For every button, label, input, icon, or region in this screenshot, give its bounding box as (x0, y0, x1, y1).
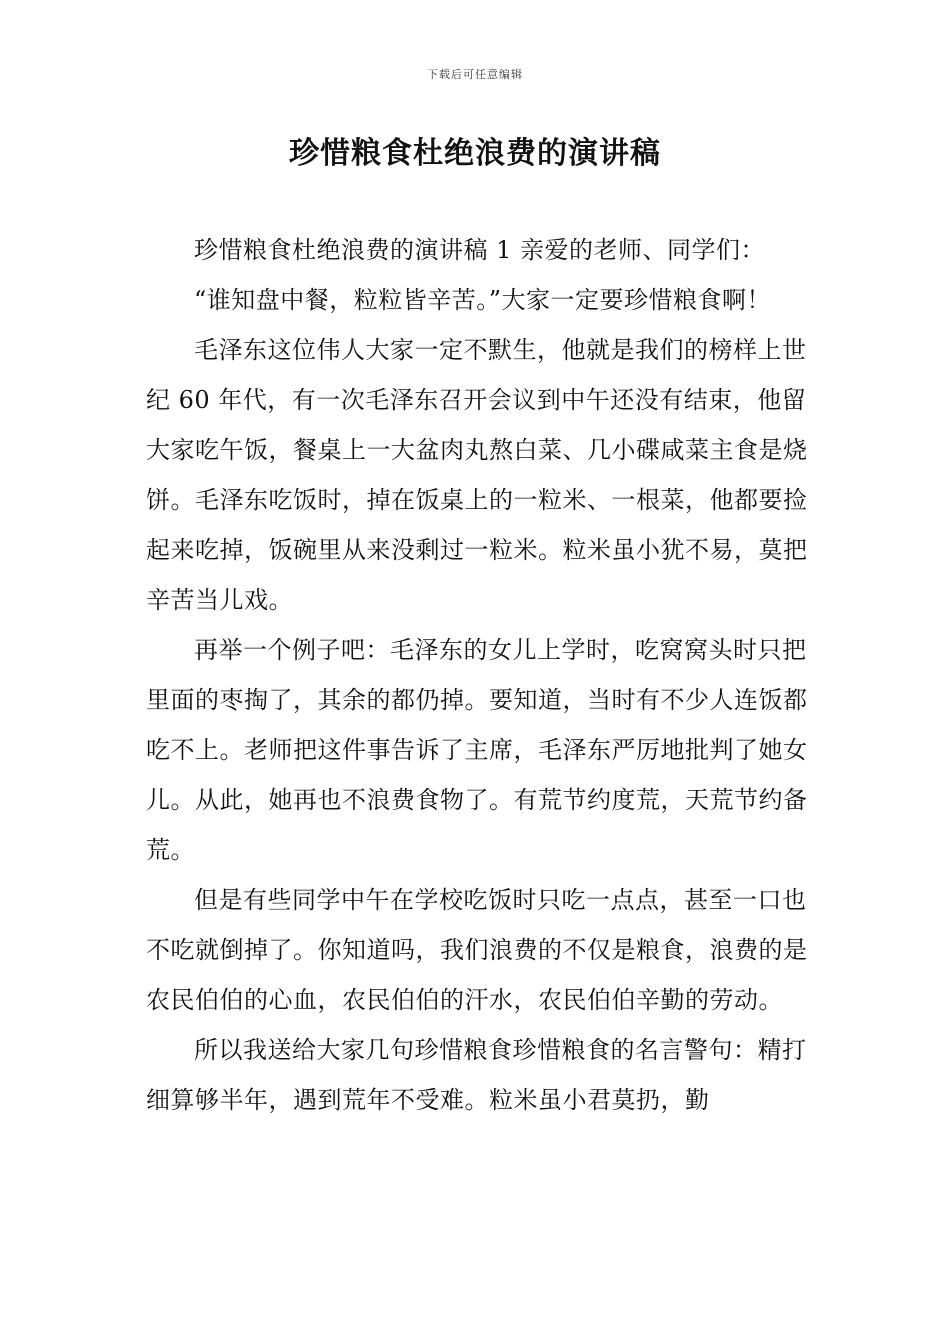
paragraph-mao-example: 毛泽东这位伟人大家一定不默生，他就是我们的榜样上世纪 60 年代，有一次毛泽东召开会议到中午还没有结束，他留大家吃午饭，餐桌上一大盆肉丸熬白菜、几小碟咸菜主食是烧饼。毛泽东吃饭时，掉在饭桌上的一粒米、一根菜，他都要捡起来吃掉，饭碗里从来没剩过一粒米。粒米虽小犹不易，莫把辛苦当儿戏。 (146, 336, 808, 614)
document-title: 珍惜粮食杜绝浪费的演讲稿 (289, 136, 661, 171)
header-note: 下载后可任意编辑 (427, 68, 523, 81)
paragraph-quotes: 所以我送给大家几句珍惜粮食珍惜粮食的名言警句：精打细算够半年，遇到荒年不受难。粒米虽小君莫扔，勤 (146, 1036, 807, 1114)
paragraph-quote: “谁知盘中餐，粒粒皆辛苦。”大家一定要珍惜粮食啊！ (194, 286, 772, 314)
document-body (146, 225, 826, 1225)
paragraph-daughter-example: 再举一个例子吧：毛泽东的女儿上学时，吃窝窝头时只把里面的枣掏了，其余的都仍掉。要知道，当时有不少人连饭都吃不上。老师把这件事告诉了主席，毛泽东严厉地批判了她女儿。从此，她再也不浪费食物了。有荒节约度荒，天荒节约备荒。 (146, 636, 808, 864)
paragraph-greeting: 珍惜粮食杜绝浪费的演讲稿 1 亲爱的老师、同学们： (194, 236, 766, 264)
paragraph-students-waste: 但是有些同学中午在学校吃饭时只吃一点点，甚至一口也不吃就倒掉了。你知道吗，我们浪费的不仅是粮食，浪费的是农民伯伯的心血，农民伯伯的汗水，农民伯伯辛勤的劳动。 (146, 886, 808, 1014)
